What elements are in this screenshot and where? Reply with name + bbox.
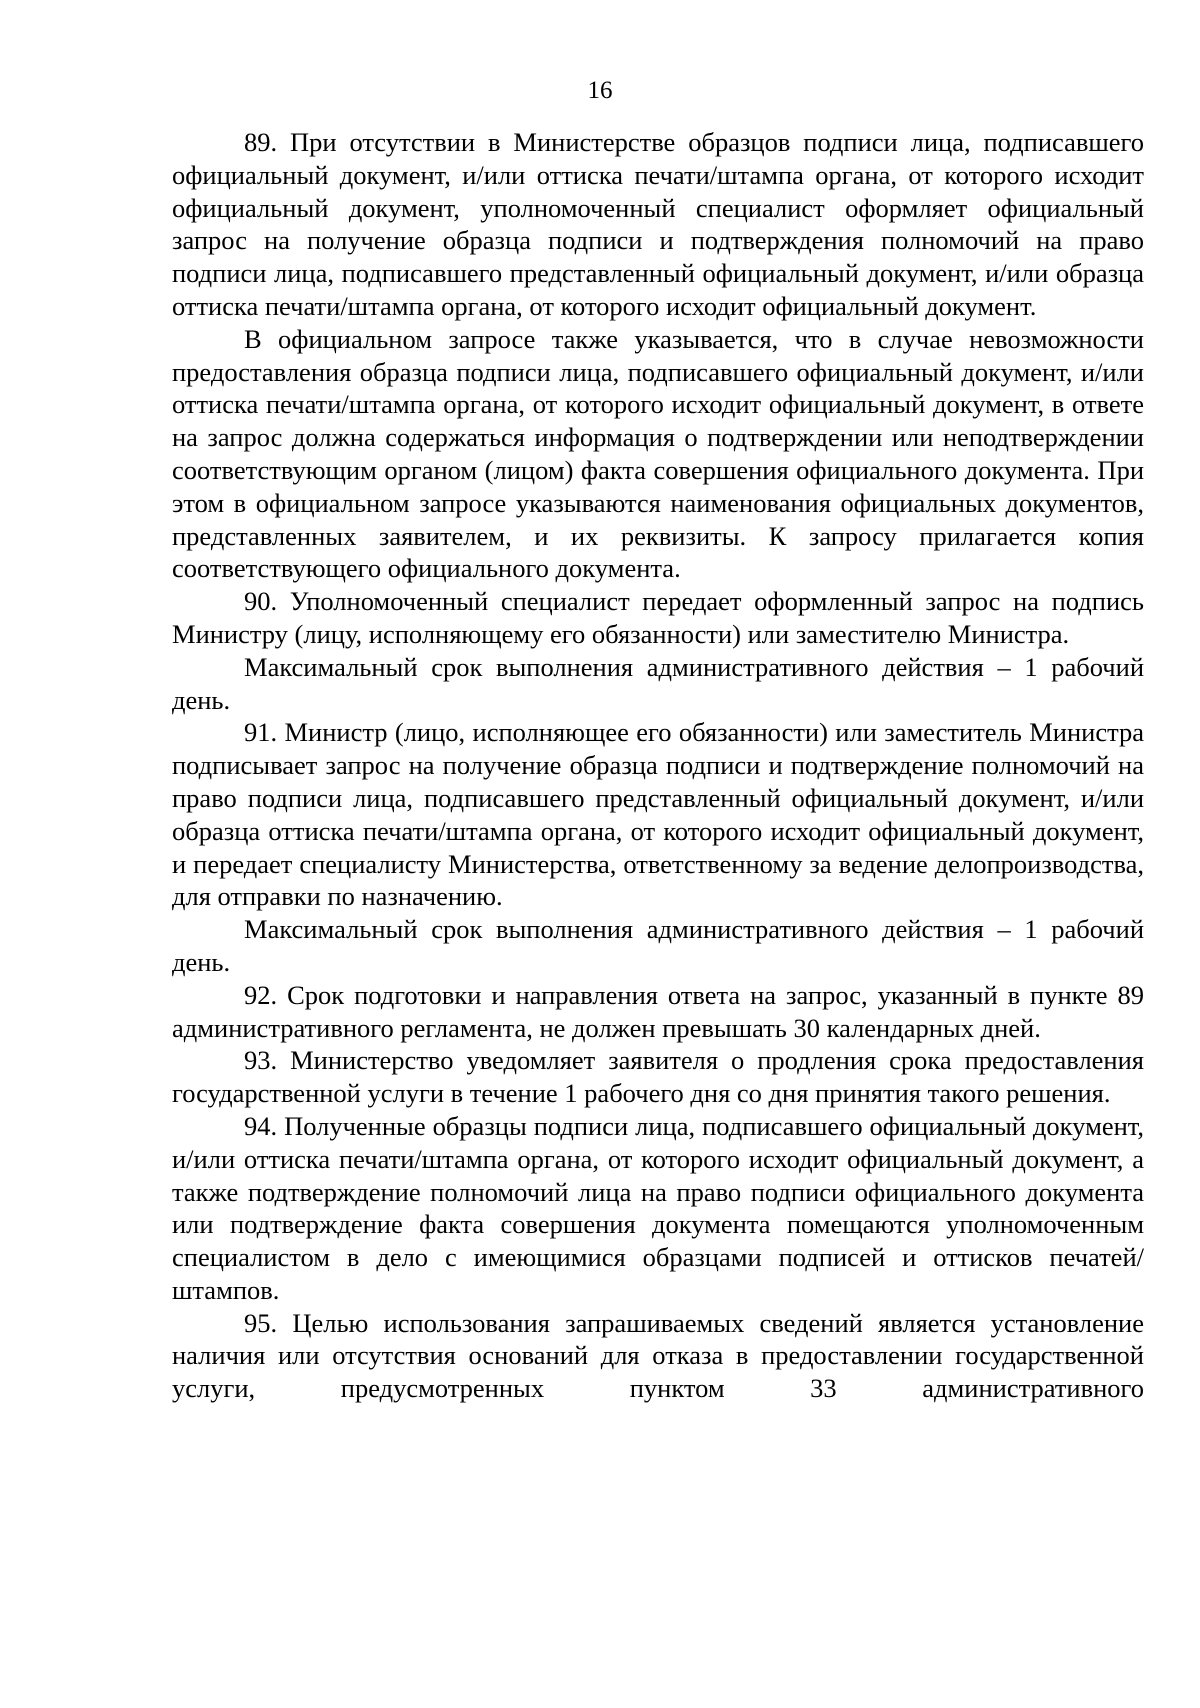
paragraph-90: 90. Уполномоченный специалист передает оформленный запрос на подпись Министру (лицу, исполняющему его обязанности) или заместителю Министра. — [172, 586, 1144, 649]
paragraph-93: 93. Министерство уведомляет заявителя о продления срока предоставления государственной услуги в течение 1 рабочего дня со дня принятия такого решения. — [172, 1045, 1144, 1109]
paragraph-94: 94. Полученные образцы подписи лица, подписавшего официальный документ, и/или оттиска печати/штампа органа, от которого исходит официальный документ, а также подтверждение полномочий лица на право подписи официального документа или подтверждение факта совершения документа помещаются уполномоченным специалистом в дело с имеющимися образцами подписей и оттисков печатей/штампов. — [172, 1110, 1144, 1305]
page-number: 16 — [587, 77, 613, 104]
paragraph-91: 91. Министр (лицо, исполняющее его обязанности) или заместитель Министра подписывает запрос на получение образца подписи и подтверждение полномочий на право подписи лица, подписавшего представленный официальный документ, и/или образца оттиска печати/штампа органа, от которого исходит официальный документ, и передает специалисту Министерства, ответственному за ведение делопроизводства, для отправки по назначению. — [172, 717, 1144, 912]
document-body — [172, 126, 1144, 1405]
paragraph-89: 89. При отсутствии в Министерстве образцов подписи лица, подписавшего официальный документ, и/или оттиска печати/штампа органа, от которого исходит официальный документ, уполномоченный специалист оформляет официальный запрос на получение образца подписи и подтверждения полномочий на право подписи лица, подписавшего представленный официальный документ, и/или образца оттиска печати/штампа органа, от которого исходит официальный документ. — [172, 127, 1144, 321]
paragraph-90-deadline: Максимальный срок выполнения административного действия – 1 рабочий день. — [172, 651, 1144, 715]
paragraph-95: 95. Целью использования запрашиваемых сведений является установление наличия или отсутствия оснований для отказа в предоставлении государственной услуги, предусмотренных пунктом 33 административного — [172, 1307, 1144, 1404]
paragraph-91-deadline: Максимальный срок выполнения административного действия – 1 рабочий день. — [172, 914, 1144, 977]
paragraph-92: 92. Срок подготовки и направления ответа на запрос, указанный в пункте 89 административного регламента, не должен превышать 30 календарных дней. — [172, 979, 1144, 1043]
paragraph-89-request-details: В официальном запросе также указывается, что в случае невозможности предоставления образца подписи лица, подписавшего официальный документ, и/или оттиска печати/штампа органа, от которого исходит официальный документ, в ответе на запрос должна содержаться информация о подтверждении или неподтверждении соответствующим органом (лицом) факта совершения официального документа. При этом в официальном запросе указываются наименования официальных документов, представленных заявителем, и их реквизиты. К запросу прилагается копия соответствующего официального документа. — [172, 323, 1144, 584]
